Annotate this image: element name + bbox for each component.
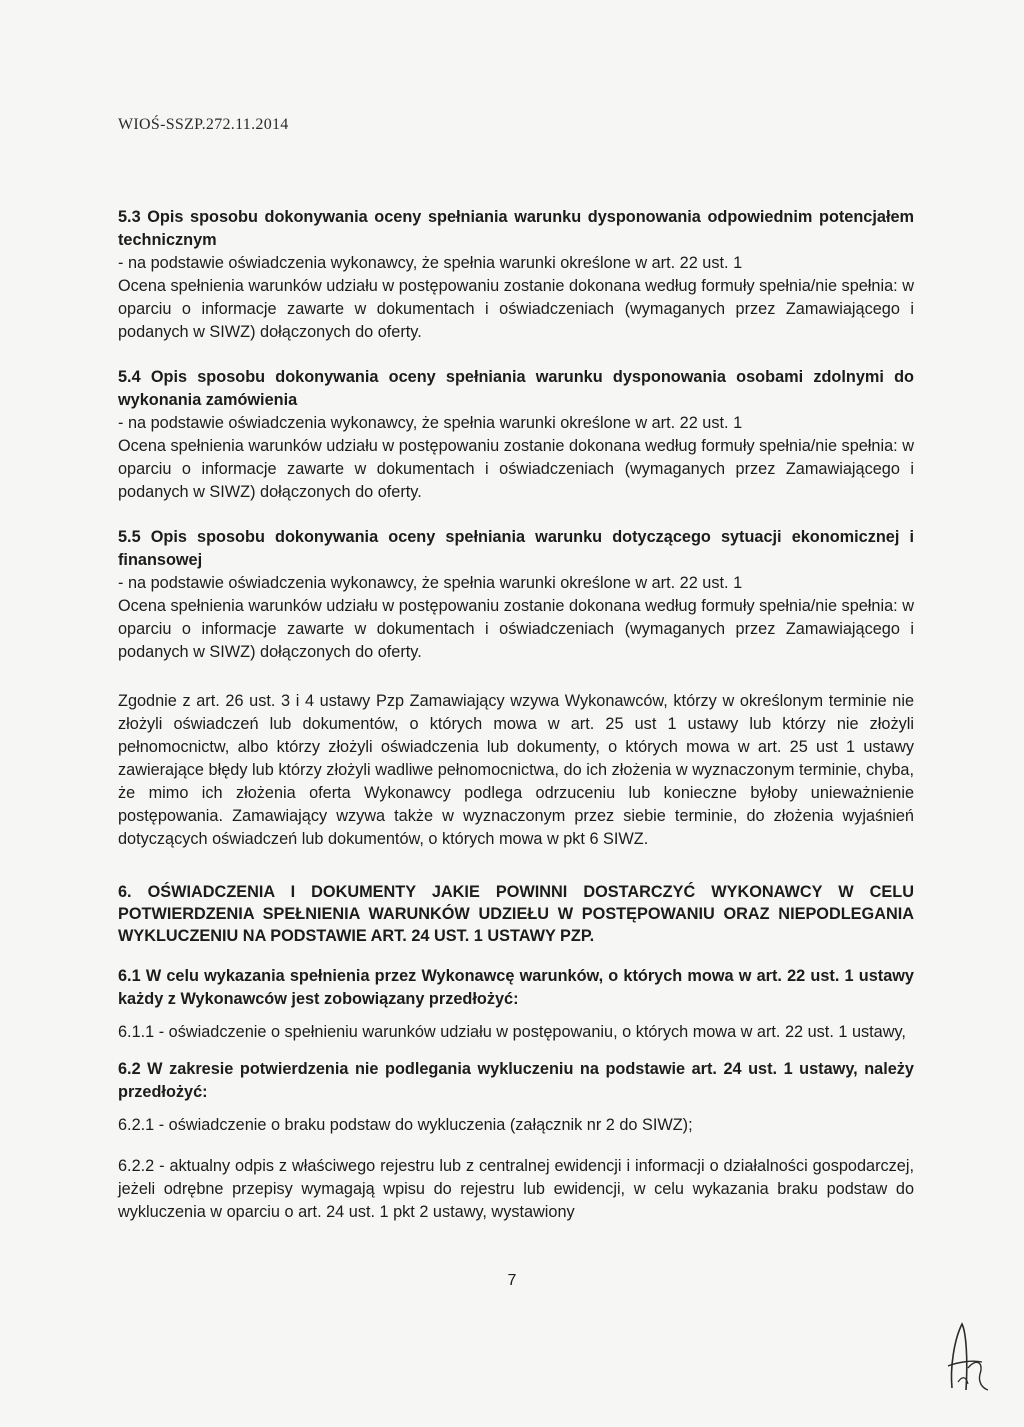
handwritten-initials-icon <box>938 1318 998 1398</box>
section-5-5 <box>118 526 914 664</box>
document-reference: WIOŚ-SSZP.272.11.2014 <box>118 116 289 133</box>
page-number: 7 <box>507 1272 517 1289</box>
section-5-3 <box>118 206 914 344</box>
section-5-3-basis: - na podstawie oświadczenia wykonawcy, że spełnia warunki określone w art. 22 ust. 1 <box>118 254 743 272</box>
section-6-1-title: 6.1 W celu wykazania spełnienia przez Wykonawcę warunków, o których mowa w art. 22 ust. 1 ustawy każdy z Wykonawców jest zobowiązany przedłożyć: <box>118 967 914 1008</box>
section-5-3-body: Ocena spełnienia warunków udziału w postępowaniu zostanie dokonana według formuły spełnia/nie spełnia: w oparciu o informacje zawarte w dokumentach i oświadczeniach (wymaganych przez Zamawiającego i podanych w SIWZ) dołączonych do oferty. <box>118 277 914 341</box>
section-6-2-2: 6.2.2 - aktualny odpis z właściwego rejestru lub z centralnej ewidencji i informacji o działalności gospodarczej, jeżeli odrębne przepisy wymagają wpisu do rejestru lub ewidencji, w celu wykazania braku podstaw do wykluczenia w oparciu o art. 24 ust. 1 pkt 2 ustawy, wystawiony <box>118 1157 914 1221</box>
section-6 <box>118 881 914 947</box>
section-5-4-basis: - na podstawie oświadczenia wykonawcy, że spełnia warunki określone w art. 22 ust. 1 <box>118 414 743 432</box>
art-26-paragraph: Zgodnie z art. 26 ust. 3 i 4 ustawy Pzp Zamawiający wzywa Wykonawców, którzy w określonym terminie nie złożyli oświadczeń lub dokumentów, o których mowa w art. 25 ust 1 ustawy lub którzy nie złożyli pełnomocnictw, albo którzy złożyli oświadczenia lub dokumenty, o których mowa w art. 25 ust 1 ustawy zawierające błędy lub którzy złożyli wadliwe pełnomocnictwa, do ich złożenia w wyznaczonym terminie, chyba, że mimo ich złożenia oferta Wykonawcy podlega odrzuceniu lub konieczne byłoby unieważnienie postępowania. Zamawiający wzywa także w wyznaczonym przez siebie terminie, do złożenia wyjaśnień dotyczących oświadczeń lub dokumentów, o których mowa w pkt 6 SIWZ. <box>118 692 914 848</box>
section-6-title: 6. OŚWIADCZENIA I DOKUMENTY JAKIE POWINNI DOSTARCZYĆ WYKONAWCY W CELU POTWIERDZENIA SPEŁNIENIA WARUNKÓW UDZIEŁU W POSTĘPOWANIU ORAZ NIEPODLEGANIA WYKLUCZENIU NA PODSTAWIE ART. 24 UST. 1 USTAWY PZP. <box>118 883 914 945</box>
section-5-4-body: Ocena spełnienia warunków udziału w postępowaniu zostanie dokonana według formuły spełnia/nie spełnia: w oparciu o informacje zawarte w dokumentach i oświadczeniach (wymaganych przez Zamawiającego i podanych w SIWZ) dołączonych do oferty. <box>118 437 914 501</box>
section-5-3-title: 5.3 Opis sposobu dokonywania oceny spełniania warunku dysponowania odpowiednim potencjałem technicznym <box>118 208 914 249</box>
section-6-2-title: 6.2 W zakresie potwierdzenia nie podlegania wykluczeniu na podstawie art. 24 ust. 1 ustawy, należy przedłożyć: <box>118 1060 914 1101</box>
section-6-1 <box>118 965 914 1044</box>
section-6-2-1: 6.2.1 - oświadczenie o braku podstaw do wykluczenia (załącznik nr 2 do SIWZ); <box>118 1116 693 1134</box>
section-5-5-body: Ocena spełnienia warunków udziału w postępowaniu zostanie dokonana według formuły spełnia/nie spełnia: w oparciu o informacje zawarte w dokumentach i oświadczeniach (wymaganych przez Zamawiającego i podanych w SIWZ) dołączonych do oferty. <box>118 597 914 661</box>
document-body <box>118 206 914 1224</box>
section-5-5-title: 5.5 Opis sposobu dokonywania oceny spełniania warunku dotyczącego sytuacji ekonomicznej i finansowej <box>118 528 914 569</box>
section-5-4 <box>118 366 914 504</box>
section-6-1-1: 6.1.1 - oświadczenie o spełnieniu warunków udziału w postępowaniu, o których mowa w art. 22 ust. 1 ustawy, <box>118 1023 906 1041</box>
section-6-2 <box>118 1058 914 1224</box>
art-26-paragraph-block <box>118 690 914 851</box>
section-5-5-basis: - na podstawie oświadczenia wykonawcy, że spełnia warunki określone w art. 22 ust. 1 <box>118 574 743 592</box>
section-5-4-title: 5.4 Opis sposobu dokonywania oceny spełniania warunku dysponowania osobami zdolnymi do wykonania zamówienia <box>118 368 914 409</box>
